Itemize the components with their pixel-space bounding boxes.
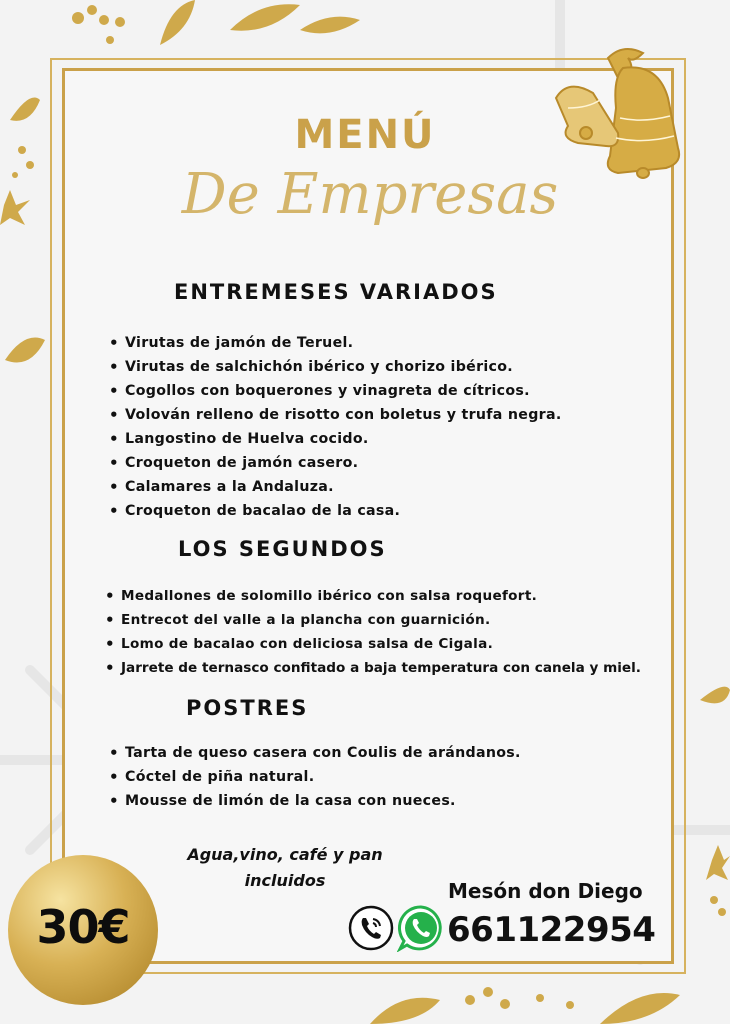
list-item: • Virutas de salchichón ibérico y chorizo ibérico.: [109, 355, 562, 379]
list-item: • Mousse de limón de la casa con nueces.: [109, 789, 521, 813]
list-item: • Langostino de Huelva cocido.: [109, 427, 562, 451]
section-title-entremeses: ENTREMESES VARIADOS: [174, 280, 498, 304]
list-item: • Virutas de jamón de Teruel.: [109, 331, 562, 355]
list-item: • Entrecot del valle a la plancha con guarnición.: [105, 608, 641, 632]
list-item: • Calamares a la Andaluza.: [109, 475, 562, 499]
whatsapp-icon[interactable]: [397, 904, 445, 952]
list-item: • Lomo de bacalao con deliciosa salsa de Cigala.: [105, 632, 641, 656]
list-item: • Volován relleno de risotto con boletus y trufa negra.: [109, 403, 562, 427]
phone-icon[interactable]: [348, 905, 394, 951]
list-item: • Jarrete de ternasco confitado a baja temperatura con canela y miel.: [105, 656, 641, 680]
list-item: • Cogollos con boquerones y vinagreta de cítricos.: [109, 379, 562, 403]
list-item: • Croqueton de bacalao de la casa.: [109, 499, 562, 523]
phone-number[interactable]: 661122954: [447, 910, 656, 950]
list-item: • Croqueton de jamón casero.: [109, 451, 562, 475]
section-title-postres: POSTRES: [186, 696, 309, 720]
included-note: [170, 842, 400, 894]
list-item: • Medallones de solomillo ibérico con salsa roquefort.: [105, 584, 641, 608]
included-line-1: Agua,vino, café y pan: [187, 845, 383, 864]
page-subtitle: De Empresas: [181, 162, 559, 227]
price-label: 30€: [36, 900, 130, 954]
included-line-2: incluidos: [244, 871, 326, 890]
restaurant-name: Mesón don Diego: [448, 879, 643, 903]
segundos-list: [105, 584, 641, 680]
postres-list: [109, 741, 521, 813]
page-title: MENÚ: [294, 112, 436, 158]
section-title-segundos: LOS SEGUNDOS: [178, 537, 387, 561]
entremeses-list: [109, 331, 562, 523]
list-item: • Tarta de queso casera con Coulis de arándanos.: [109, 741, 521, 765]
list-item: • Cóctel de piña natural.: [109, 765, 521, 789]
